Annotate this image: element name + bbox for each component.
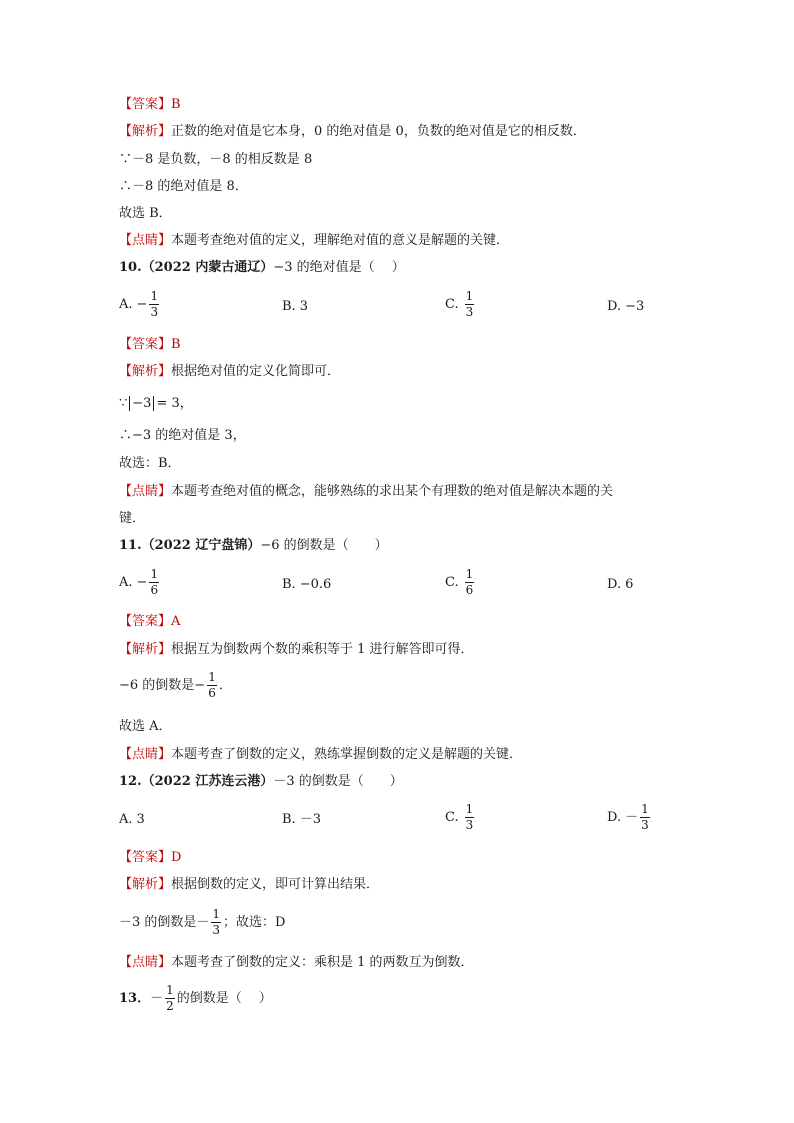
q10-step2: ∴−3 的绝对值是 3， xyxy=(119,428,246,443)
q10-option-a: A. − $\frac{1}{3}$ xyxy=(119,289,159,319)
q12-option-c: C. $\frac{1}{3}$ xyxy=(445,802,474,832)
question-number: 10. xyxy=(119,260,142,275)
answer-value: B xyxy=(171,97,181,112)
q11-option-a: A. − $\frac{1}{6}$ xyxy=(119,567,159,597)
fraction: $\frac{1}{3}$ xyxy=(465,289,474,319)
q9-comment xyxy=(119,232,509,250)
q10-comment: 【点睛】本题考查绝对值的概念，能够熟练的求出某个有理数的绝对值是解决本题的关 xyxy=(119,484,614,499)
q10-choose: 故选：B． xyxy=(119,456,181,471)
fraction: $\frac{1}{3}$ xyxy=(212,907,221,937)
analysis-label: 【解析】 xyxy=(119,124,172,139)
q12-step1: －3 的倒数是－ $\frac{1}{3}$ ；故选：D xyxy=(119,907,286,937)
q9-analysis xyxy=(119,123,586,141)
q10-option-c: C. $\frac{1}{3}$ xyxy=(445,289,474,319)
answer-label: 【答案】 xyxy=(119,97,172,112)
q11-step1: −6 的倒数是− $\frac{1}{6}$ ． xyxy=(119,670,232,700)
q10-answer: 【答案】B xyxy=(119,337,181,352)
q10-step1: ∵ −3 = 3， xyxy=(119,396,193,411)
fraction: $\frac{1}{6}$ xyxy=(150,567,159,597)
fraction: $\frac{1}{6}$ xyxy=(465,567,474,597)
fraction: $\frac{1}{3}$ xyxy=(641,802,649,832)
q12-stem: 12.（2022 江苏连云港）－3 的倒数是（ ） xyxy=(119,774,403,789)
fraction: $\frac{1}{3}$ xyxy=(150,289,159,319)
q11-answer: 【答案】A xyxy=(119,614,181,629)
fraction: $\frac{1}{6}$ xyxy=(208,670,216,700)
question-stem: −3 的绝对值是（ ） xyxy=(273,260,405,275)
q12-option-a: A. 3 xyxy=(119,812,145,827)
question-source: （2022 内蒙古通辽） xyxy=(141,260,274,275)
q11-comment: 【点睛】本题考查了倒数的定义，熟练掌握倒数的定义是解题的关键． xyxy=(119,747,523,762)
absolute-value: −3 xyxy=(129,396,154,411)
q11-option-b: B. −0.6 xyxy=(282,577,332,592)
comment-label: 【点睛】 xyxy=(119,233,172,248)
fraction: $\frac{1}{2}$ xyxy=(166,983,174,1013)
q10-option-b: B. 3 xyxy=(282,299,308,314)
q11-stem: 11.（2022 辽宁盘锦）−6 的倒数是（ ） xyxy=(119,538,388,553)
comment-text: 本题考查绝对值的定义，理解绝对值的意义是解题的关键． xyxy=(171,233,510,248)
q13-stem: 13． － $\frac{1}{2}$ 的倒数是（ ） xyxy=(119,983,272,1013)
q9-answer xyxy=(119,96,181,114)
q10-stem xyxy=(119,259,405,277)
q12-comment: 【点睛】本题考查了倒数的定义：乘积是 1 的两数互为倒数． xyxy=(119,955,474,970)
q11-choose: 故选 A． xyxy=(119,719,172,734)
q10-option-d: D. −3 xyxy=(607,299,645,314)
q12-option-b: B. －3 xyxy=(282,812,321,827)
q12-answer: 【答案】D xyxy=(119,850,182,865)
q9-choose: 故选 B． xyxy=(119,206,172,221)
q11-analysis: 【解析】根据互为倒数两个数的乘积等于 1 进行解答即可得． xyxy=(119,642,474,657)
q9-step1: ∵－8 是负数，－8 的相反数是 8 xyxy=(119,152,313,167)
q10-analysis: 【解析】根据绝对值的定义化简即可． xyxy=(119,364,341,379)
analysis-text: 正数的绝对值是它本身，0 的绝对值是 0，负数的绝对值是它的相反数． xyxy=(171,124,586,139)
q12-option-d: D. － $\frac{1}{3}$ xyxy=(607,802,649,832)
q12-analysis: 【解析】根据倒数的定义，即可计算出结果． xyxy=(119,877,380,892)
fraction: $\frac{1}{3}$ xyxy=(465,802,474,832)
q11-option-d: D. 6 xyxy=(607,577,634,592)
q11-option-c: C. $\frac{1}{6}$ xyxy=(445,567,474,597)
q9-step2: ∴－8 的绝对值是 8． xyxy=(119,179,248,194)
q10-comment-cont: 键． xyxy=(119,511,146,526)
